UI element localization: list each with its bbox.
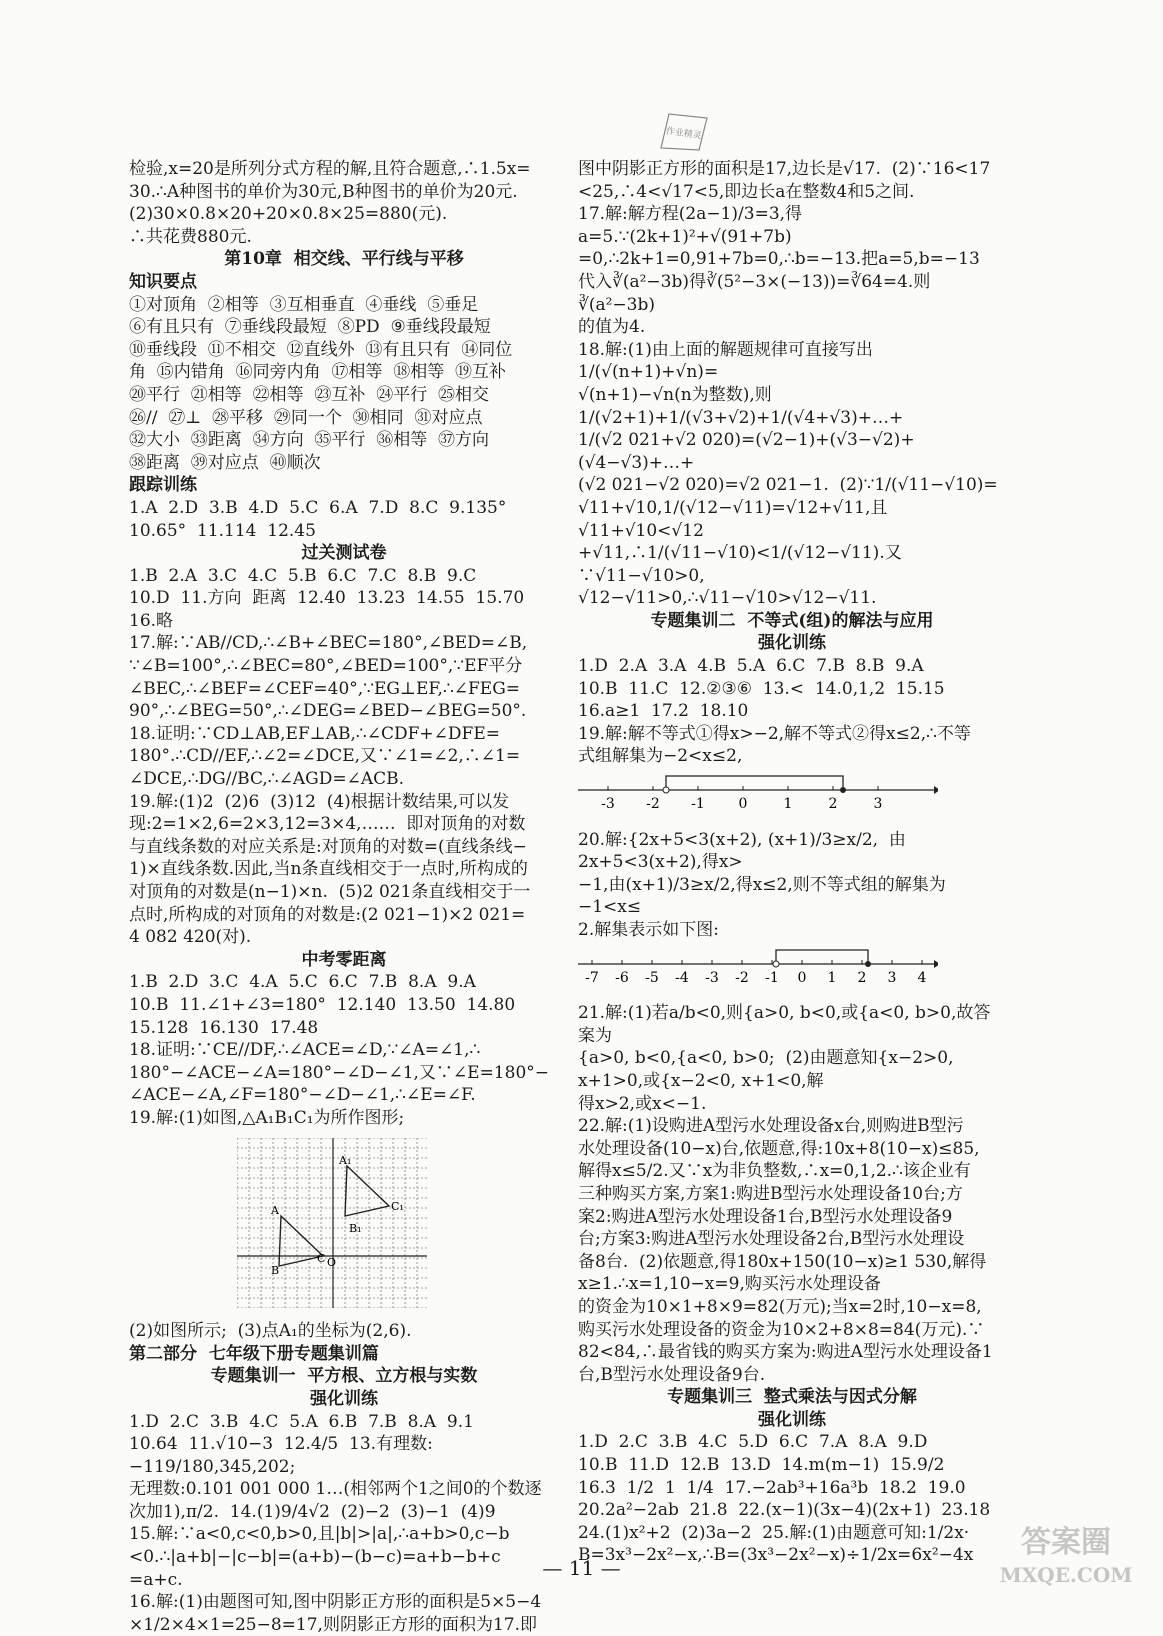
exam-lines-line: ∠ACE−∠A,∠F=180°−∠D−∠1,∴∠E=∠F.	[129, 1084, 559, 1107]
test-lines-line: 18.证明:∵CD⊥AB,EF⊥AB,∴∠CDF+∠DFE=	[129, 723, 559, 746]
topic1-lines-line: 次加1),π/2. 14.(1)9/4√2 (2)−2 (3)−1 (4)9	[129, 1501, 559, 1524]
topic2-lines-c-line: 21.解:(1)若a/b<0,则{a>0, b<0,或{a<0, b>0,故答案为	[578, 1002, 1006, 1047]
exam-lines	[129, 971, 559, 1129]
topic2-lines-c-line: 购买污水处理设备的资金为10×2+8×8=84(万元).∵	[578, 1319, 1006, 1342]
topic3-lines	[578, 1431, 1006, 1567]
tick-label: -2	[646, 796, 660, 812]
exam-lines-line: 19.解:(1)如图,△A₁B₁C₁为所作图形;	[129, 1107, 559, 1130]
topic3-lines-line: 24.(1)x²+2 (2)3a−2 25.解:(1)由题意可知:1/2x·	[578, 1522, 1006, 1545]
tick-label: 3	[874, 796, 883, 812]
test-lines-line: 1.B 2.A 3.C 4.C 5.B 6.C 7.C 8.B 9.C	[129, 565, 559, 588]
topic2-lines-c-line: 备8台. (2)依题意,得180x+150(10−x)≥1 530,解得	[578, 1251, 1006, 1274]
watermark-logo	[991, 1518, 1141, 1592]
tick-label: -1	[691, 796, 705, 812]
tick-label: -2	[735, 970, 749, 986]
section-tracking: 跟踪训练	[129, 474, 559, 497]
exam-lines-line: 18.证明:∵CE//DF,∴∠ACE=∠D,∵∠A=∠1,∴	[129, 1039, 559, 1062]
topic2-lines-c-line: 22.解:(1)设购进A型污水处理设备x台,则购进B型污	[578, 1115, 1006, 1138]
topic2-lines-c-line: 得x>2,或x<−1.	[578, 1093, 1006, 1116]
right-lines-a-line: =0,∴2k+1=0,91+7b=0,∴b=−13.把a=5,b=−13	[578, 248, 1006, 271]
right-lines-a-line: 图中阴影正方形的面积是17,边长是√17. (2)∵16<17	[578, 158, 1006, 181]
right-lines-a-line: +√11,∴1/(√11−√10)<1/(√12−√11).又∵√11−√10>0,	[578, 542, 1006, 587]
topic3-lines-line: B=3x³−2x²−x,∴B=(3x³−2x²−x)÷1/2x=6x²−4x	[578, 1544, 1006, 1567]
left-lines-a	[129, 158, 559, 248]
right-lines-a-line: √11+√10,1/(√12−√11)=√12+√11,且√11+√10<√12	[578, 497, 1006, 542]
topic2-lines-c	[578, 1002, 1006, 1386]
tick-label: -3	[705, 970, 719, 986]
section-exam: 中考零距离	[129, 949, 559, 972]
strengthen3: 强化训练	[578, 1409, 1006, 1432]
topic1-lines-line: 无理数:0.101 001 000 1…(相邻两个1之间0的个数逐	[129, 1478, 559, 1501]
right-column	[578, 158, 1006, 1567]
topic2-lines-c-line: 台,B型污水处理设备9台.	[578, 1364, 1006, 1387]
topic3-lines-line: 20.2a²−2ab 21.8 22.(x−1)(3x−4)(2x+1) 23.18	[578, 1499, 1006, 1522]
svg-text:答案圈: 答案圈	[1021, 1525, 1111, 1560]
knowledge-lines-line: ①对顶角 ②相等 ③互相垂直 ④垂线 ⑤垂足	[129, 294, 559, 317]
test-lines-line: 16.略	[129, 610, 559, 633]
section-knowledge: 知识要点	[129, 271, 559, 294]
left-lines-a-line: ∴共花费880元.	[129, 226, 559, 249]
svg-text:MXQE.COM: MXQE.COM	[1000, 1563, 1133, 1587]
test-lines	[129, 565, 559, 949]
tracking-lines	[129, 497, 559, 542]
right-lines-a-line: 的值为4.	[578, 316, 1006, 339]
label-c1: C₁	[391, 1200, 404, 1213]
page-number: — 11 —	[0, 1556, 1163, 1580]
left-lines-a-line: 30.∴A种图书的单价为30元,B种图书的单价为20元.	[129, 181, 559, 204]
topic2-title: 专题集训二 不等式(组)的解法与应用	[578, 610, 1006, 633]
strengthen1: 强化训练	[129, 1388, 559, 1411]
tick-label: 1	[828, 970, 837, 986]
tracking-lines-line: 1.A 2.D 3.B 4.D 5.C 6.A 7.D 8.C 9.135°	[129, 497, 559, 520]
topic2-lines-c-line: {a>0, b<0,{a<0, b>0; (2)由题意知{x−2>0, x+1>0,或{x−2<0, x+1<0,解	[578, 1047, 1006, 1092]
tick-label: 4	[918, 970, 927, 986]
test-lines-line: 4 082 420(对).	[129, 926, 559, 949]
tick-label: 1	[784, 796, 793, 812]
test-lines-line: ∠DCE,∴DG//BC,∴∠AGD=∠ACB.	[129, 768, 559, 791]
topic2-lines-a-line: 1.D 2.A 3.A 4.B 5.A 6.C 7.B 8.B 9.A	[578, 655, 1006, 678]
topic1-lines-line: 16.解:(1)由题图可知,图中阴影正方形的面积是5×5−4	[129, 1591, 559, 1614]
exam-lines-line: 15.128 16.130 17.48	[129, 1017, 559, 1040]
test-lines-line: 点时,所构成的对顶角的对数是:(2 021−1)×2 021=	[129, 904, 559, 927]
tick-label: 0	[739, 796, 748, 812]
exam-lines-line: 1.B 2.D 3.C 4.A 5.C 6.C 7.B 8.A 9.A	[129, 971, 559, 994]
label-b: B	[271, 1264, 279, 1277]
label-a1: A₁	[338, 1154, 351, 1167]
left-lines-a-line: 检验,x=20是所列分式方程的解,且符合题意,∴1.5x=	[129, 158, 559, 181]
topic2-lines-b-line: −1,由(x+1)/3≥x/2,得x≤2,则不等式组的解集为−1<x≤	[578, 874, 1006, 919]
knowledge-lines-line: 角 ⑮内错角 ⑯同旁内角 ⑰相等 ⑱相等 ⑲互补	[129, 361, 559, 384]
left-lines-b	[129, 1320, 559, 1343]
test-lines-line: 90°,∴∠BEG=50°,∴∠DEG=∠BED−∠BEG=50°.	[129, 700, 559, 723]
tracking-lines-line: 10.65° 11.114 12.45	[129, 520, 559, 543]
topic2-lines-a-line: 10.B 11.C 12.②③⑥ 13.< 14.0,1,2 15.15	[578, 678, 1006, 701]
topic1-lines-line: 10.64 11.√10−3 12.4/5 13.有理数:−119/180,345,202;	[129, 1433, 559, 1478]
topic2-lines-c-line: 案2:购进A型污水处理设备1台,B型污水处理设备9	[578, 1206, 1006, 1229]
label-a: A	[270, 1204, 280, 1217]
left-lines-a-line: (2)30×0.8×20+20×0.8×25=880(元).	[129, 203, 559, 226]
topic1-lines-line: 1.D 2.C 3.B 4.C 5.A 6.B 7.B 8.A 9.1	[129, 1411, 559, 1434]
stamp-logo	[655, 108, 713, 154]
exam-lines-line: 10.B 11.∠1+∠3=180° 12.140 13.50 14.80	[129, 994, 559, 1017]
part-title: 第二部分 七年级下册专题集训篇	[129, 1343, 559, 1366]
topic2-lines-b	[578, 829, 1006, 942]
section-test: 过关测试卷	[129, 542, 559, 565]
right-lines-a-line: √12−√11>0,∴√11−√10>√12−√11.	[578, 587, 1006, 610]
right-lines-a-line: 18.解:(1)由上面的解题规律可直接写出1/(√(n+1)+√n)=	[578, 339, 1006, 384]
number-line-2	[578, 946, 938, 992]
knowledge-lines-line: ㉖// ㉗⊥ ㉘平移 ㉙同一个 ㉚相同 ㉛对应点	[129, 407, 559, 430]
test-lines-line: ∠BEC,∴∠BEF=∠CEF=40°,∵EG⊥EF,∴∠FEG=	[129, 678, 559, 701]
right-lines-a-line: (√2 021−√2 020)=√2 021−1. (2)∵1/(√11−√10)=	[578, 474, 1006, 497]
test-lines-line: 1)×直线条数.因此,当n条直线相交于一点时,所构成的	[129, 858, 559, 881]
tick-label: 2	[829, 796, 838, 812]
test-lines-line: 10.D 11.方向 距离 12.40 13.23 14.55 15.70	[129, 587, 559, 610]
knowledge-lines-line: ㉜大小 ㉝距离 ㉞方向 ㉟平行 ㊱相等 ㊲方向	[129, 429, 559, 452]
test-lines-line: 对顶角的对数是(n−1)×n. (5)2 021条直线相交于一	[129, 881, 559, 904]
exam-lines-line: 180°−∠ACE−∠A=180°−∠D−∠1,又∵∠E=180°−	[129, 1062, 559, 1085]
topic2-lines-c-line: 82<84,∴最省钱的购买方案为:购进A型污水处理设备1	[578, 1341, 1006, 1364]
tick-label: -4	[675, 970, 689, 986]
tick-label: -5	[645, 970, 659, 986]
topic3-title: 专题集训三 整式乘法与因式分解	[578, 1386, 1006, 1409]
tick-label: 2	[858, 970, 867, 986]
topic2-lines-b-line: 2.解集表示如下图:	[578, 919, 1006, 942]
label-b1: B₁	[349, 1222, 362, 1235]
test-lines-line: 180°.∴CD//EF,∴∠2=∠DCE,又∵∠1=∠2,∴∠1=	[129, 745, 559, 768]
topic3-lines-line: 10.B 11.D 12.B 13.D 14.m(m−1) 15.9/2	[578, 1454, 1006, 1477]
right-lines-a-line: 1/(√2 021+√2 020)=(√2−1)+(√3−√2)+(√4−√3)+…+	[578, 429, 1006, 474]
test-lines-line: 19.解:(1)2 (2)6 (3)12 (4)根据计数结果,可以发	[129, 791, 559, 814]
label-c: C	[317, 1252, 325, 1265]
topic1-lines-line: 15.解:∵a<0,c<0,b>0,且|b|>|a|,∴a+b>0,c−b	[129, 1523, 559, 1546]
tick-label: -7	[585, 970, 599, 986]
test-lines-line: 现:2=1×2,6=2×3,12=3×4,…… 即对顶角的对数	[129, 813, 559, 836]
left-lines-b-line: (2)如图所示; (3)点A₁的坐标为(2,6).	[129, 1320, 559, 1343]
topic1-lines	[129, 1411, 559, 1636]
triangle-a1b1c1	[345, 1166, 389, 1216]
topic3-lines-line: 1.D 2.C 3.B 4.C 5.D 6.C 7.A 8.A 9.D	[578, 1431, 1006, 1454]
label-o: O	[327, 1256, 336, 1269]
tick-label: -1	[765, 970, 779, 986]
topic2-lines-c-line: 的资金为10×1+8×9=82(万元);当x=2时,10−x=8,	[578, 1296, 1006, 1319]
knowledge-lines-line: ⑳平行 ㉑相等 ㉒相等 ㉓互补 ㉔平行 ㉕相交	[129, 384, 559, 407]
right-lines-a-line: 代入∛(a²−3b)得∛(5²−3×(−13))=∛64=4.则∛(a²−3b)	[578, 271, 1006, 316]
topic2-lines-c-line: 解得x≤5/2.又∵x为非负整数,∴x=0,1,2.∴该企业有	[578, 1160, 1006, 1183]
right-lines-a-line: √(n+1)−√n(n为整数),则1/(√2+1)+1/(√3+√2)+1/(√4+√3)+…+	[578, 384, 1006, 429]
topic2-lines-a	[578, 655, 1006, 768]
topic2-lines-c-line: 台;方案3:购进A型污水处理设备2台,B型污水处理设	[578, 1228, 1006, 1251]
knowledge-lines	[129, 294, 559, 475]
test-lines-line: 17.解:∵AB//CD,∴∠B+∠BEC=180°,∠BED=∠B,	[129, 632, 559, 655]
topic2-lines-a-line: 19.解:解不等式①得x>−2,解不等式②得x≤2,∴不等	[578, 723, 1006, 746]
tick-label: -6	[615, 970, 629, 986]
number-line-1	[578, 772, 938, 818]
tick-label: -3	[601, 796, 615, 812]
topic2-lines-a-line: 16.a≥1 17.2 18.10	[578, 700, 1006, 723]
topic2-lines-c-line: 三种购买方案,方案1:购进B型污水处理设备10台;方	[578, 1183, 1006, 1206]
right-lines-a-line: 17.解:解方程(2a−1)/3=3,得a=5.∵(2k+1)²+√(91+7b)	[578, 203, 1006, 248]
test-lines-line: ∵∠B=100°,∴∠BEC=80°,∠BED=100°,∵EF平分	[129, 655, 559, 678]
topic2-lines-c-line: x≥1.∴x=1,10−x=9,购买污水处理设备	[578, 1273, 1006, 1296]
topic3-lines-line: 16.3 1/2 1 1/4 17.−2ab³+16a³b 18.2 19.0	[578, 1477, 1006, 1500]
tick-label: 0	[798, 970, 807, 986]
knowledge-lines-line: ⑥有且只有 ⑦垂线段最短 ⑧PD ⑨垂线段最短	[129, 316, 559, 339]
topic2-lines-c-line: 水处理设备(10−x)台,依题意,得:10x+8(10−x)≤85,	[578, 1138, 1006, 1161]
knowledge-lines-line: ⑩垂线段 ⑪不相交 ⑫直线外 ⑬有且只有 ⑭同位	[129, 339, 559, 362]
right-lines-a	[578, 158, 1006, 610]
topic1-title: 专题集训一 平方根、立方根与实数	[129, 1365, 559, 1388]
chapter-title: 第10章 相交线、平行线与平移	[129, 248, 559, 271]
test-lines-line: 与直线条数的对应关系是:对顶角的对数=(直线条线−	[129, 836, 559, 859]
topic1-lines-line: ×1/2×4×1=25−8=17,则阴影正方形的面积为17.即	[129, 1614, 559, 1636]
svg-text:作业精灵: 作业精灵	[665, 125, 702, 142]
grid-figure	[237, 1138, 427, 1308]
knowledge-lines-line: ㊳距离 ㊴对应点 ㊵顺次	[129, 452, 559, 475]
left-column	[129, 158, 559, 1636]
topic2-lines-a-line: 式组解集为−2<x≤2,	[578, 745, 1006, 768]
tick-label: 3	[888, 970, 897, 986]
strengthen2: 强化训练	[578, 632, 1006, 655]
topic1-lines-line: <0.∴|a+b|−|c−b|=(a+b)−(b−c)=a+b−b+c	[129, 1546, 559, 1569]
topic1-lines-line: =a+c.	[129, 1569, 559, 1592]
right-lines-a-line: <25,∴4<√17<5,即边长a在整数4和5之间.	[578, 181, 1006, 204]
topic2-lines-b-line: 20.解:{2x+5<3(x+2), (x+1)/3≥x/2, 由2x+5<3(x+2),得x>	[578, 829, 1006, 874]
